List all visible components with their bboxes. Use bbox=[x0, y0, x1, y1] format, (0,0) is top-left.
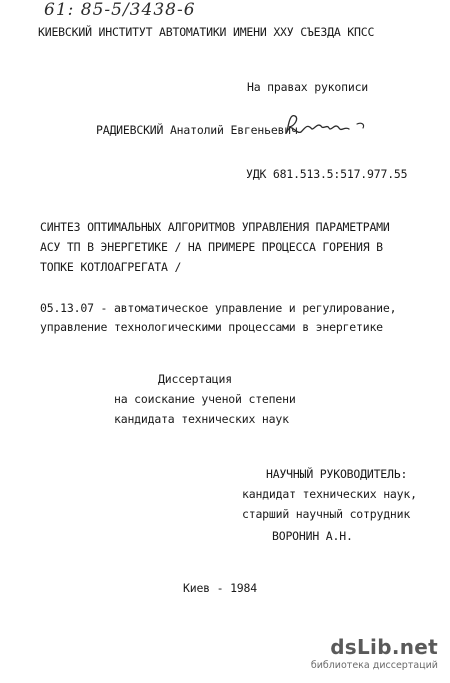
handwritten-archive-code: 61: 85-5/3438-6 bbox=[44, 0, 196, 20]
specialty-line-2: управление технологическими процессами в энергетике bbox=[40, 320, 383, 334]
supervisor-heading: НАУЧНЫЙ РУКОВОДИТЕЛЬ: bbox=[266, 467, 408, 481]
author-signature bbox=[283, 110, 373, 140]
watermark-caption: библиотека диссертаций bbox=[310, 660, 438, 671]
watermark-site: dsLib.net bbox=[330, 635, 438, 659]
dissertation-degree: кандидата технических наук bbox=[114, 412, 289, 426]
specialty-line-1: 05.13.07 - автоматическое управление и регулирование, bbox=[40, 301, 397, 315]
udc-code: УДК 681.513.5:517.977.55 bbox=[246, 167, 408, 181]
dslib-watermark bbox=[310, 635, 438, 673]
dissertation-type: Диссертация bbox=[158, 372, 232, 386]
dissertation-purpose: на соискание ученой степени bbox=[114, 392, 296, 406]
author-name: РАДИЕВСКИЙ Анатолий Евгеньевич bbox=[96, 123, 298, 137]
rights-note: На правах рукописи bbox=[247, 80, 369, 94]
supervisor-position: старший научный сотрудник bbox=[242, 507, 411, 521]
title-line-1: СИНТЕЗ ОПТИМАЛЬНЫХ АЛГОРИТМОВ УПРАВЛЕНИЯ ПАРАМЕТРАМИ bbox=[40, 220, 390, 234]
title-line-3: ТОПКЕ КОТЛОАГРЕГАТА / bbox=[40, 260, 182, 274]
place-year: Киев - 1984 bbox=[183, 581, 257, 595]
title-line-2: АСУ ТП В ЭНЕРГЕТИКЕ / НА ПРИМЕРЕ ПРОЦЕССА ГОРЕНИЯ В bbox=[40, 240, 383, 254]
supervisor-degree: кандидат технических наук, bbox=[242, 487, 417, 501]
institute-name: КИЕВСКИЙ ИНСТИТУТ АВТОМАТИКИ ИМЕНИ ХХУ СЪЕЗДА КПСС bbox=[38, 25, 375, 39]
supervisor-name: ВОРОНИН А.Н. bbox=[272, 529, 353, 543]
